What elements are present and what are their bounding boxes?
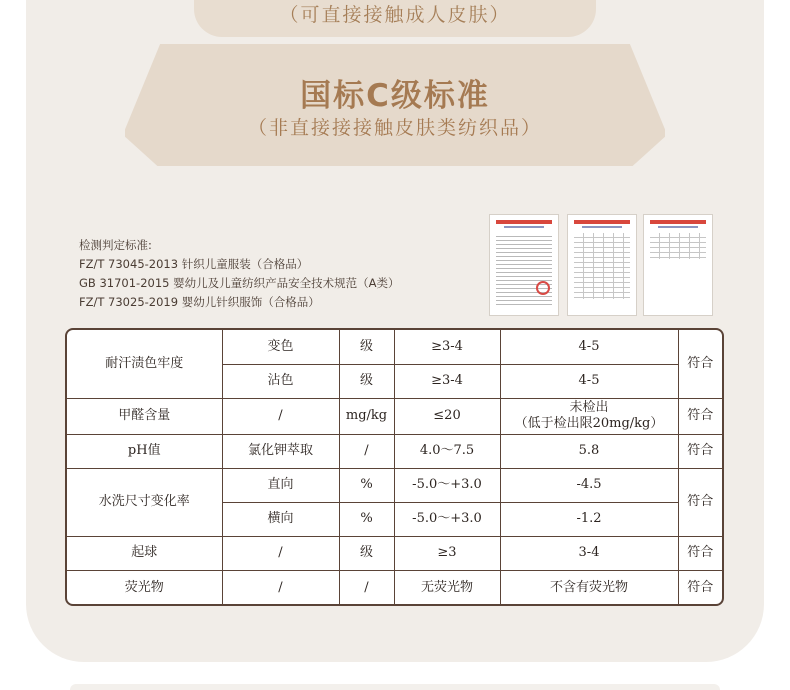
report-subheader-bar [658,226,698,228]
requirement-cell: -5.0～+3.0 [394,468,500,502]
test-item-cell: 起球 [67,536,222,570]
standard-item: FZ/T 73045-2013 针织儿童服装（合格品） [79,257,309,271]
result-cell: 4-5 [500,330,678,364]
grade-banner-subtitle: （非直接接接触皮肤类纺织品） [247,117,542,139]
requirement-cell: 无荧光物 [394,570,500,606]
top-banner-subtitle: （可直接接触成人皮肤） [279,4,511,26]
requirement-cell: ≥3 [394,536,500,570]
report-header-bar [496,220,552,224]
table-row [67,330,722,364]
standard-item: FZ/T 73025-2019 婴幼儿针织服饰（合格品） [79,295,320,309]
unit-cell: 级 [339,536,394,570]
requirement-cell: 4.0～7.5 [394,434,500,468]
table-row [67,536,722,570]
verdict-cell: 符合 [678,434,722,468]
test-item-cell: 荧光物 [67,570,222,606]
test-item-cell: 耐汗渍色牢度 [67,330,222,398]
result-line: （低于检出限20mg/kg） [514,416,664,431]
unit-cell: 级 [339,364,394,398]
unit-cell: mg/kg [339,398,394,434]
report-subheader-bar [504,226,544,228]
report-subheader-bar [582,226,622,228]
sub-item-cell: 变色 [222,330,339,364]
verdict-cell: 符合 [678,536,722,570]
unit-cell: / [339,570,394,606]
sub-item-cell: 沾色 [222,364,339,398]
report-header-bar [574,220,630,224]
verdict-cell: 符合 [678,468,722,536]
sub-item-cell: / [222,536,339,570]
test-results-table [65,328,724,606]
requirement-cell: ≥3-4 [394,364,500,398]
sub-item-cell: 氯化钾萃取 [222,434,339,468]
result-cell: -1.2 [500,502,678,536]
test-report-thumbnail [567,214,637,316]
requirement-cell: ≥3-4 [394,330,500,364]
standard-item: GB 31701-2015 婴幼儿及儿童纺织产品安全技术规范（A类） [79,276,400,290]
standards-heading: 检测判定标准: [79,238,152,252]
result-cell [500,398,678,434]
top-banner [194,0,596,37]
test-report-thumbnail [643,214,713,316]
table-row [67,570,722,606]
sub-item-cell: 直向 [222,468,339,502]
verdict-cell: 符合 [678,570,722,606]
red-stamp-icon [536,281,550,295]
table-row [67,468,722,502]
table-row [67,434,722,468]
standards-list [79,236,479,312]
requirement-cell: ≤20 [394,398,500,434]
unit-cell: % [339,502,394,536]
result-line: 未检出 [569,400,609,415]
test-item-cell: pH值 [67,434,222,468]
unit-cell: / [339,434,394,468]
table-row [67,398,722,434]
report-table-grid [574,233,630,299]
test-report-thumbnail [489,214,559,316]
verdict-cell: 符合 [678,330,722,398]
unit-cell: % [339,468,394,502]
requirement-cell: -5.0～+3.0 [394,502,500,536]
sub-item-cell: 横向 [222,502,339,536]
result-cell: 4-5 [500,364,678,398]
sub-item-cell: / [222,398,339,434]
next-section-edge [70,684,720,690]
grade-banner [125,44,665,166]
grade-banner-title: 国标C级标准 [300,78,490,114]
result-cell: 不含有荧光物 [500,570,678,606]
result-cell: -4.5 [500,468,678,502]
test-item-cell: 水洗尺寸变化率 [67,468,222,536]
test-item-cell: 甲醛含量 [67,398,222,434]
report-table-grid [650,233,706,259]
sub-item-cell: / [222,570,339,606]
report-header-bar [650,220,706,224]
unit-cell: 级 [339,330,394,364]
result-cell: 3-4 [500,536,678,570]
verdict-cell: 符合 [678,398,722,434]
result-cell: 5.8 [500,434,678,468]
